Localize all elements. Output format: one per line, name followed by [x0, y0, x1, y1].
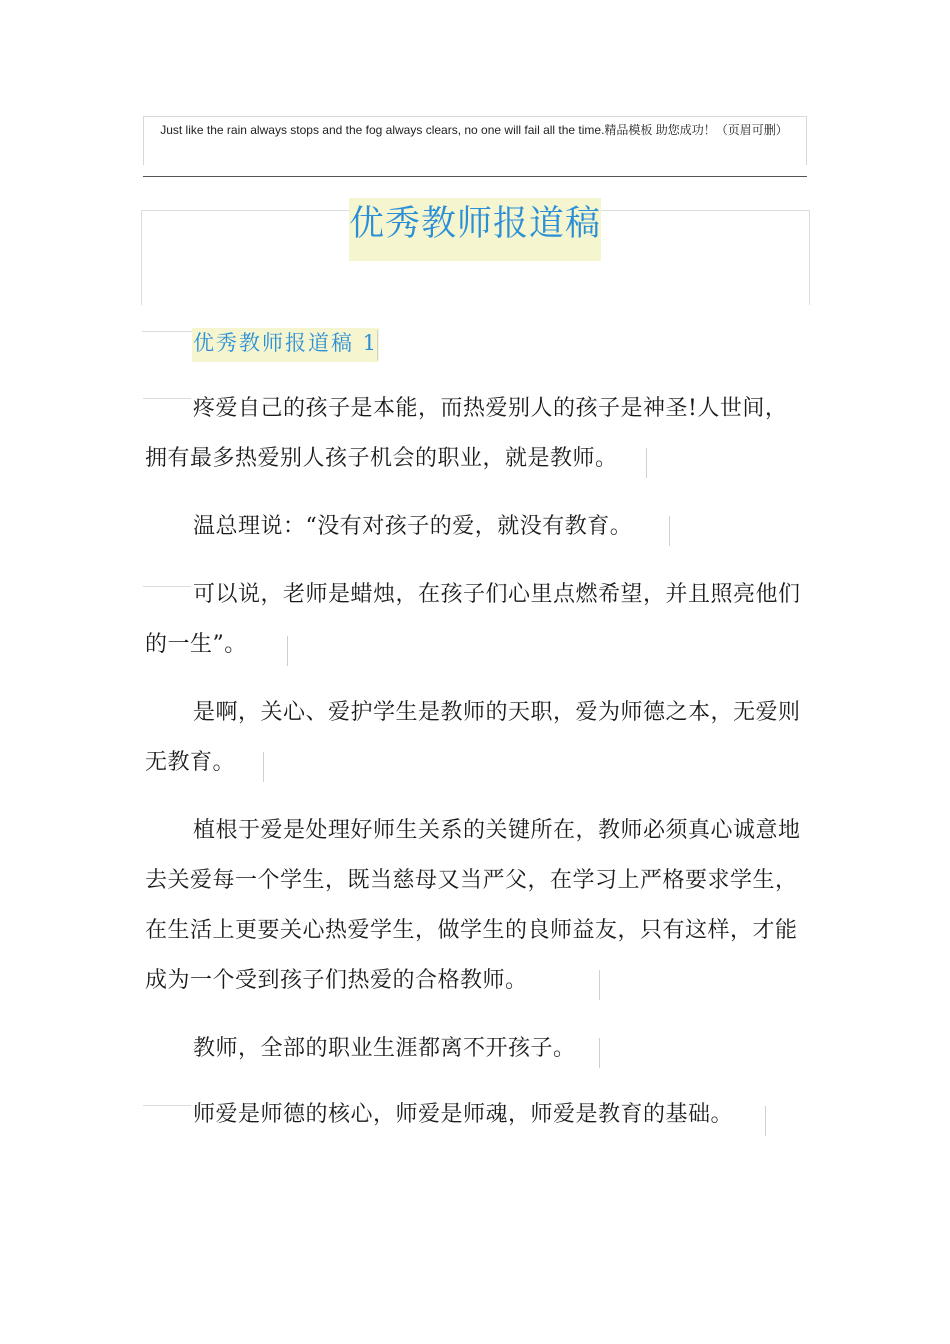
paragraph-5: 植根于爱是处理好师生关系的关键所在，教师必须真心诚意地去关爱每一个学生，既当慈母又当严父，在学习上严格要求学生，在生活上更要关心热爱学生，做学生的良师益友，只有这样，才能成为一个受到孩子们热爱的合格教师。	[145, 818, 801, 993]
document-title: 优秀教师报道稿	[349, 198, 601, 261]
paragraph-end-mark	[599, 1038, 600, 1068]
paragraph-7: 师爱是师德的核心，师爱是师魂，师爱是教育的基础。	[193, 1102, 734, 1127]
page-header: Just like the rain always stops and the fog always clears, no one will fail all the time.精品模板 助您成功！（页眉可删）	[160, 123, 788, 137]
section-title: 优秀教师报道稿 1	[192, 328, 379, 362]
header-divider	[143, 176, 807, 177]
paragraph-4: 是啊，关心、爱护学生是教师的天职，爱为师德之本，无爱则无教育。	[145, 700, 801, 775]
paragraph-end-mark	[646, 448, 647, 478]
paragraph-6: 教师，全部的职业生涯都离不开孩子。	[193, 1036, 576, 1061]
text-cursor-mark	[377, 330, 378, 360]
paragraph-end-mark	[287, 636, 288, 666]
section-marker	[142, 331, 192, 332]
paragraph-end-mark	[765, 1106, 766, 1136]
paragraph-end-mark	[263, 752, 264, 782]
paragraph-end-mark	[669, 516, 670, 546]
paragraph-end-mark	[599, 970, 600, 1000]
paragraph-1: 疼爱自己的孩子是本能，而热爱别人的孩子是神圣!人世间，拥有最多热爱别人孩子机会的职业，就是教师。	[145, 396, 788, 471]
paragraph-2: 温总理说：“没有对孩子的爱，就没有教育。	[193, 514, 633, 539]
paragraph-3: 可以说，老师是蜡烛，在孩子们心里点燃希望，并且照亮他们的一生”。	[145, 582, 801, 657]
